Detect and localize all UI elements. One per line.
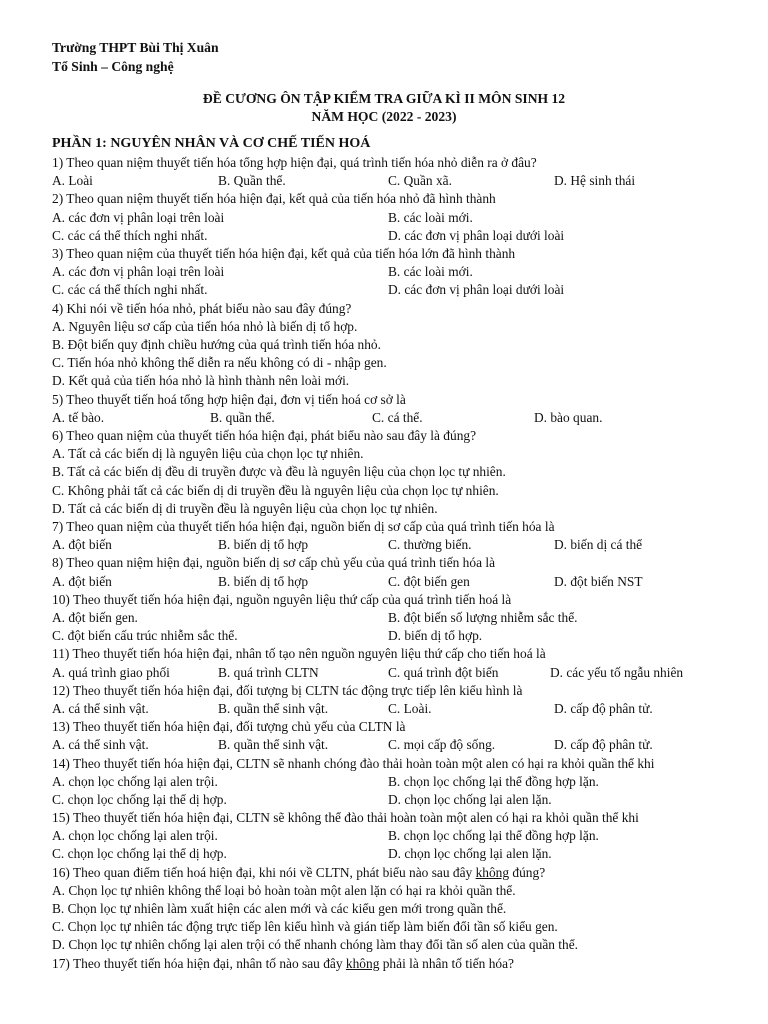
- question-10-options-row-1: [52, 609, 718, 627]
- question-5-options: [52, 409, 718, 427]
- question-3-options-row-1: [52, 263, 718, 281]
- option-c: C. Chọn lọc tự nhiên tác động trực tiếp lên kiểu hình và gián tiếp làm biến đổi tần số kiểu gen.: [52, 919, 558, 935]
- option-b: B. đột biến số lượng nhiễm sắc thể.: [388, 609, 578, 625]
- question-8-options: [52, 573, 718, 591]
- option-d: D. đột biến NST: [554, 573, 643, 589]
- option-c: C. quá trình đột biến: [388, 664, 499, 680]
- question-16: [52, 864, 718, 882]
- question-7-options: [52, 536, 718, 554]
- option-b: B. quần thể sinh vật.: [218, 737, 329, 753]
- section-heading: PHẦN 1: NGUYÊN NHÂN VÀ CƠ CHẾ TIẾN HOÁ: [52, 136, 371, 151]
- document-body: [52, 134, 718, 973]
- question-14: 14) Theo thuyết tiến hóa hiện đại, CLTN sẽ nhanh chóng đào thải hoàn toàn một alen có hại ra khỏi quần thể khi: [52, 755, 655, 771]
- option-b: B. Chọn lọc tự nhiên làm xuất hiện các alen mới và các kiểu gen mới trong quần thể.: [52, 901, 507, 917]
- option-c: C. Tiến hóa nhỏ không thể diễn ra nếu không có di - nhập gen.: [52, 355, 387, 371]
- option-b: B. Tất cả các biến dị đều di truyền được và đều là nguyên liệu của chọn lọc tự nhiên.: [52, 464, 506, 480]
- option-b: B. Quần thể.: [218, 173, 286, 189]
- question-7: 7) Theo quan niệm của thuyết tiến hóa hiện đại, nguồn biến dị sơ cấp của quá trình tiến hóa là: [52, 518, 555, 534]
- question-3: 3) Theo quan niệm của thuyết tiến hóa hiện đại, kết quả của tiến hóa lớn đã hình thành: [52, 245, 516, 261]
- question-16-negation: không: [475, 864, 510, 880]
- option-d: D. bào quan.: [534, 409, 603, 425]
- question-11-options: [52, 664, 718, 682]
- question-12: 12) Theo thuyết tiến hóa hiện đại, đối tượng bị CLTN tác động trực tiếp lên kiểu hình là: [52, 682, 523, 698]
- option-d: D. Hệ sinh thái: [554, 173, 636, 189]
- option-d: D. Tất cả các biến dị di truyền đều là nguyên liệu của chọn lọc tự nhiên.: [52, 500, 438, 516]
- question-4: 4) Khi nói về tiến hóa nhỏ, phát biểu nào sau đây đúng?: [52, 300, 352, 316]
- question-12-options: [52, 700, 718, 718]
- question-1-options: [52, 172, 718, 190]
- title-line-1: ĐỀ CƯƠNG ÔN TẬP KIỂM TRA GIỮA KÌ II MÔN SINH 12: [202, 91, 566, 106]
- question-16-text: 16) Theo quan điểm tiến hoá hiện đại, khi nói về CLTN, phát biểu nào sau đây: [52, 864, 476, 880]
- question-11: 11) Theo thuyết tiến hóa hiện đại, nhân tố tạo nên nguồn nguyên liệu thứ cấp cho tiến hoá là: [52, 646, 546, 662]
- question-13-options: [52, 736, 718, 754]
- option-b: B. chọn lọc chống lại thể đồng hợp lặn.: [388, 828, 599, 844]
- option-a: A. Chọn lọc tự nhiên không thể loại bỏ hoàn toàn một alen lặn có hại ra khỏi quần thể.: [52, 882, 516, 898]
- question-2-options-row-2: [52, 227, 718, 245]
- option-c: C. các cá thể thích nghi nhất.: [52, 282, 208, 298]
- question-13: 13) Theo thuyết tiến hóa hiện đại, đối tượng chủ yếu của CLTN là: [52, 719, 406, 735]
- question-10: 10) Theo thuyết tiến hóa hiện đại, nguồn nguyên liệu thứ cấp của quá trình tiến hoá là: [52, 591, 512, 607]
- question-10-options-row-2: [52, 627, 718, 645]
- question-17-text: 17) Theo thuyết tiến hóa hiện đại, nhân tố nào sau đây: [52, 955, 346, 971]
- option-b: B. quá trình CLTN: [218, 664, 319, 680]
- option-d: D. Chọn lọc tự nhiên chống lại alen trội có thể nhanh chóng làm thay đổi tần số alen của quần thể.: [52, 937, 579, 953]
- option-d: D. cấp độ phân tử.: [554, 737, 653, 753]
- department-name: Tổ Sinh – Công nghệ: [52, 59, 174, 74]
- option-a: A. các đơn vị phân loại trên loài: [52, 209, 225, 225]
- option-d: D. Kết quả của tiến hóa nhỏ là hình thành nên loài mới.: [52, 373, 350, 389]
- option-c: C. Không phải tất cả các biến dị di truyền đều là nguyên liệu của chọn lọc tự nhiên.: [52, 482, 499, 498]
- option-c: C. chọn lọc chống lại thể dị hợp.: [52, 846, 227, 862]
- option-d: D. biến dị cá thể: [554, 537, 643, 553]
- option-a: A. chọn lọc chống lại alen trội.: [52, 773, 218, 789]
- option-a: A. đột biến: [52, 537, 112, 553]
- question-17-negation: không: [345, 955, 380, 971]
- question-2: 2) Theo quan niệm thuyết tiến hóa hiện đại, kết quả của tiến hóa nhỏ đã hình thành: [52, 191, 496, 207]
- option-b: B. Đột biến quy định chiều hướng của quá trình tiến hóa nhỏ.: [52, 336, 381, 352]
- option-a: A. đột biến: [52, 573, 112, 589]
- question-17-text-end: phải là nhân tố tiến hóa?: [379, 955, 514, 971]
- option-b: B. các loài mới.: [388, 264, 473, 280]
- option-c: C. đột biến gen: [388, 573, 470, 589]
- question-3-options-row-2: [52, 281, 718, 299]
- question-17: [52, 955, 718, 973]
- title-line-2: NĂM HỌC (2022 - 2023): [311, 109, 457, 124]
- option-b: B. biến dị tổ hợp: [218, 537, 309, 553]
- question-14-options-row-1: [52, 773, 718, 791]
- option-c: C. Loài.: [388, 700, 432, 716]
- option-c: C. các cá thể thích nghi nhất.: [52, 227, 208, 243]
- option-b: B. biến dị tổ hợp: [218, 573, 309, 589]
- option-a: A. Tất cả các biến dị là nguyên liệu của chọn lọc tự nhiên.: [52, 446, 364, 462]
- document-title: [0, 90, 768, 126]
- question-6: 6) Theo quan niệm của thuyết tiến hóa hiện đại, phát biểu nào sau đây là đúng?: [52, 427, 477, 443]
- option-c: C. chọn lọc chống lại thể dị hợp.: [52, 791, 227, 807]
- option-a: A. cá thể sinh vật.: [52, 737, 149, 753]
- document-header: [52, 38, 219, 76]
- option-c: C. đột biến cấu trúc nhiễm sắc thể.: [52, 628, 238, 644]
- option-b: B. quần thể.: [210, 409, 275, 425]
- option-c: C. thường biến.: [388, 537, 472, 553]
- option-a: A. Nguyên liệu sơ cấp của tiến hóa nhỏ là biến dị tổ hợp.: [52, 318, 358, 334]
- option-a: A. Loài: [52, 173, 93, 189]
- option-b: B. chọn lọc chống lại thể đồng hợp lặn.: [388, 773, 599, 789]
- option-c: C. mọi cấp độ sống.: [388, 737, 496, 753]
- option-c: C. cá thể.: [372, 409, 423, 425]
- option-a: A. quá trình giao phối: [52, 664, 170, 680]
- option-b: B. các loài mới.: [388, 209, 473, 225]
- option-a: A. cá thể sinh vật.: [52, 700, 149, 716]
- option-a: A. đột biến gen.: [52, 609, 138, 625]
- option-d: D. các yếu tố ngẫu nhiên: [550, 664, 684, 680]
- option-d: D. các đơn vị phân loại dưới loài: [388, 282, 565, 298]
- option-a: A. các đơn vị phân loại trên loài: [52, 264, 225, 280]
- question-2-options-row-1: [52, 209, 718, 227]
- option-b: B. quần thể sinh vật.: [218, 700, 329, 716]
- question-14-options-row-2: [52, 791, 718, 809]
- option-c: C. Quần xã.: [388, 173, 452, 189]
- question-5: 5) Theo thuyết tiến hoá tổng hợp hiện đại, đơn vị tiến hoá cơ sở là: [52, 391, 406, 407]
- question-1: 1) Theo quan niệm thuyết tiến hóa tổng hợp hiện đại, quá trình tiến hóa nhỏ diễn ra ở đâu?: [52, 155, 537, 170]
- question-16-text-end: đúng?: [509, 864, 546, 880]
- option-d: D. chọn lọc chống lại alen lặn.: [388, 791, 552, 807]
- question-8: 8) Theo quan niệm hiện đại, nguồn biến dị sơ cấp chủ yếu của quá trình tiến hóa là: [52, 555, 496, 571]
- option-a: A. tế bào.: [52, 409, 105, 425]
- option-d: D. chọn lọc chống lại alen lặn.: [388, 846, 552, 862]
- option-d: D. các đơn vị phân loại dưới loài: [388, 227, 565, 243]
- question-15-options-row-1: [52, 827, 718, 845]
- option-a: A. chọn lọc chống lại alen trội.: [52, 828, 218, 844]
- question-15: 15) Theo thuyết tiến hóa hiện đại, CLTN sẽ không thể đào thải hoàn toàn một alen có hại ra khỏi quần thể khi: [52, 810, 639, 826]
- school-name: Trường THPT Bùi Thị Xuân: [52, 40, 219, 55]
- question-15-options-row-2: [52, 845, 718, 863]
- option-d: D. biến dị tổ hợp.: [388, 628, 483, 644]
- option-d: D. cấp độ phân tử.: [554, 700, 653, 716]
